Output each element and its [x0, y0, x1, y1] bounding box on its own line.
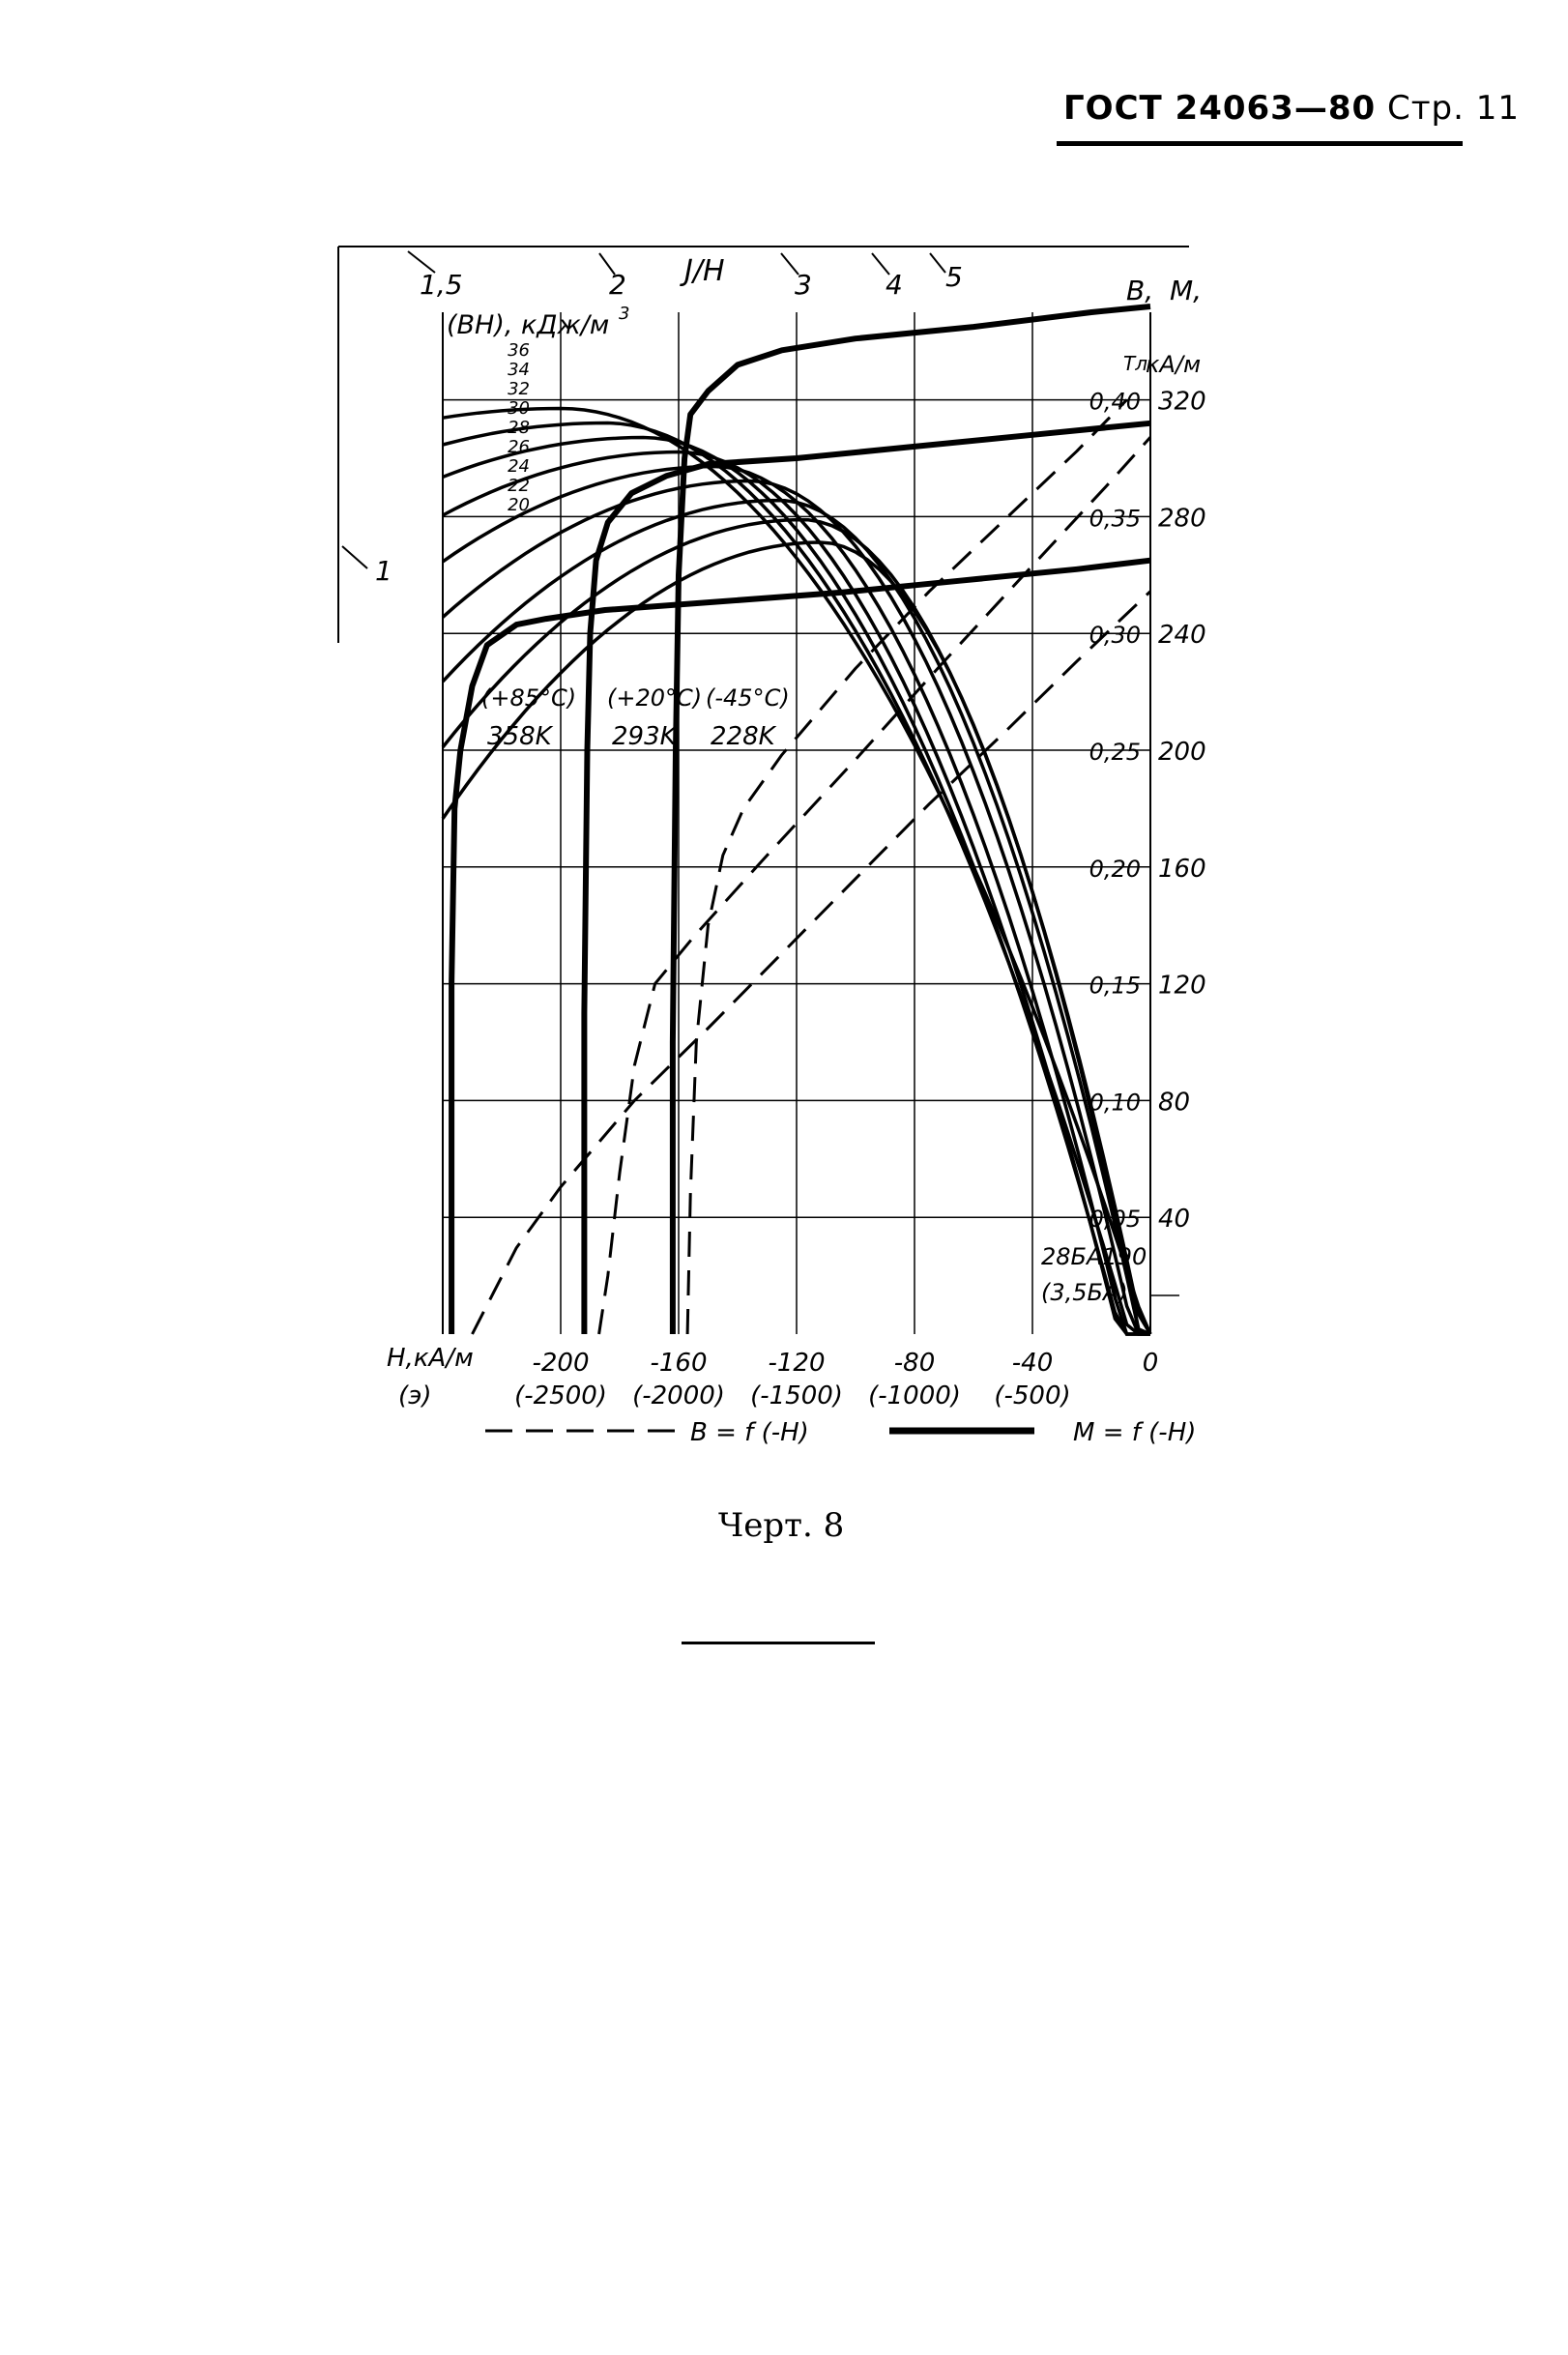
- permeance-tick: [930, 253, 945, 273]
- b-tick-label: 0,35: [1089, 505, 1141, 533]
- m-tick-label: 120: [1158, 971, 1206, 1001]
- b-tick-label: 0,25: [1089, 739, 1141, 766]
- b-tick-label: 0,15: [1089, 972, 1141, 1000]
- legend-b-label: B = f (-H): [690, 1418, 809, 1447]
- bh-tick-label: 32: [508, 379, 530, 399]
- legend-m-label: M = f (-H): [1073, 1418, 1197, 1447]
- m-tick-label: 80: [1158, 1088, 1191, 1118]
- page-number: Стр. 11: [1386, 89, 1520, 128]
- x-tick-label-oe: (-2000): [632, 1381, 725, 1410]
- temp-label-20k: 293K: [612, 722, 677, 751]
- b-tick-label: 0,05: [1089, 1206, 1141, 1234]
- x-axis-label: H,кА/м: [387, 1344, 474, 1373]
- material-grade: 28БА190: [1041, 1243, 1147, 1270]
- x-tick-label: -40: [1011, 1349, 1054, 1378]
- permeance-label-3: 3: [795, 269, 812, 301]
- x-tick-label-oe: (-1500): [750, 1381, 843, 1410]
- b-tick-label: 0,20: [1089, 855, 1141, 883]
- b-tick-label: 0,40: [1089, 388, 1141, 416]
- chart-curves: [451, 306, 1150, 1334]
- material-grade-alt: (3,5БА): [1041, 1279, 1128, 1306]
- permeance-label-1-5: 1,5: [420, 269, 463, 301]
- m-tick-label: 240: [1158, 621, 1206, 651]
- standard-number: ГОСТ 24063—80: [1063, 89, 1377, 128]
- x-tick-label: -200: [532, 1349, 590, 1378]
- permeance-label-2: 2: [609, 269, 626, 301]
- bh-axis-label-sup: 3: [619, 304, 630, 324]
- b-axis-label: B,: [1126, 275, 1154, 306]
- x-tick-label-oe: (-500): [994, 1381, 1071, 1410]
- bh-tick-label: 36: [508, 340, 530, 361]
- bh-tick-label: 26: [508, 437, 530, 457]
- m-tick-label: 280: [1158, 504, 1206, 534]
- y-axis-top-label: J/H: [684, 254, 725, 288]
- x-axis-unit-oe: (э): [398, 1381, 432, 1410]
- x-tick-label: -160: [650, 1349, 708, 1378]
- m-tick-label: 160: [1158, 854, 1206, 884]
- permeance-label-5: 5: [945, 261, 963, 293]
- x-tick-label: -80: [893, 1349, 936, 1378]
- figure-caption: Черт. 8: [718, 1506, 845, 1545]
- temp-label-m45c: (-45°C): [706, 684, 790, 712]
- bh-tick-label: 22: [508, 476, 530, 496]
- temp-label-85c: (+85°C): [481, 684, 577, 712]
- x-tick-label: -120: [768, 1349, 826, 1378]
- permeance-tick: [342, 546, 367, 568]
- m-unit-label: кА/м: [1146, 351, 1202, 378]
- end-rule: [682, 1642, 875, 1644]
- permeance-label-4: 4: [886, 269, 903, 301]
- x-tick-label-oe: (-2500): [514, 1381, 607, 1410]
- m-axis-label: M,: [1170, 275, 1203, 306]
- b-tick-label: 0,10: [1089, 1089, 1141, 1117]
- bh-tick-label: 34: [508, 360, 530, 380]
- bh-tick-label: 30: [508, 398, 530, 419]
- bh-tick-label: 24: [508, 456, 530, 477]
- bh-tick-label: 28: [508, 418, 530, 438]
- m-tick-label: 320: [1158, 387, 1206, 417]
- temp-label-m45k: 228K: [711, 722, 775, 751]
- m-tick-label: 200: [1158, 738, 1206, 767]
- x-tick-label-oe: (-1000): [868, 1381, 961, 1410]
- b-tick-label: 0,30: [1089, 622, 1141, 650]
- bh-axis-label: (BH), кДж/м: [447, 310, 610, 340]
- b-unit-label: Тл: [1123, 352, 1147, 375]
- chart-frame: [338, 247, 1189, 1334]
- chart-grid: [443, 312, 1150, 1334]
- permeance-label-1: 1: [375, 555, 392, 587]
- temp-label-85k: 358K: [487, 722, 552, 751]
- bh-tick-label: 20: [508, 495, 530, 515]
- temp-label-20c: (+20°C): [607, 684, 703, 712]
- x-tick-label: 0: [1142, 1349, 1159, 1378]
- m-tick-label: 40: [1158, 1205, 1191, 1235]
